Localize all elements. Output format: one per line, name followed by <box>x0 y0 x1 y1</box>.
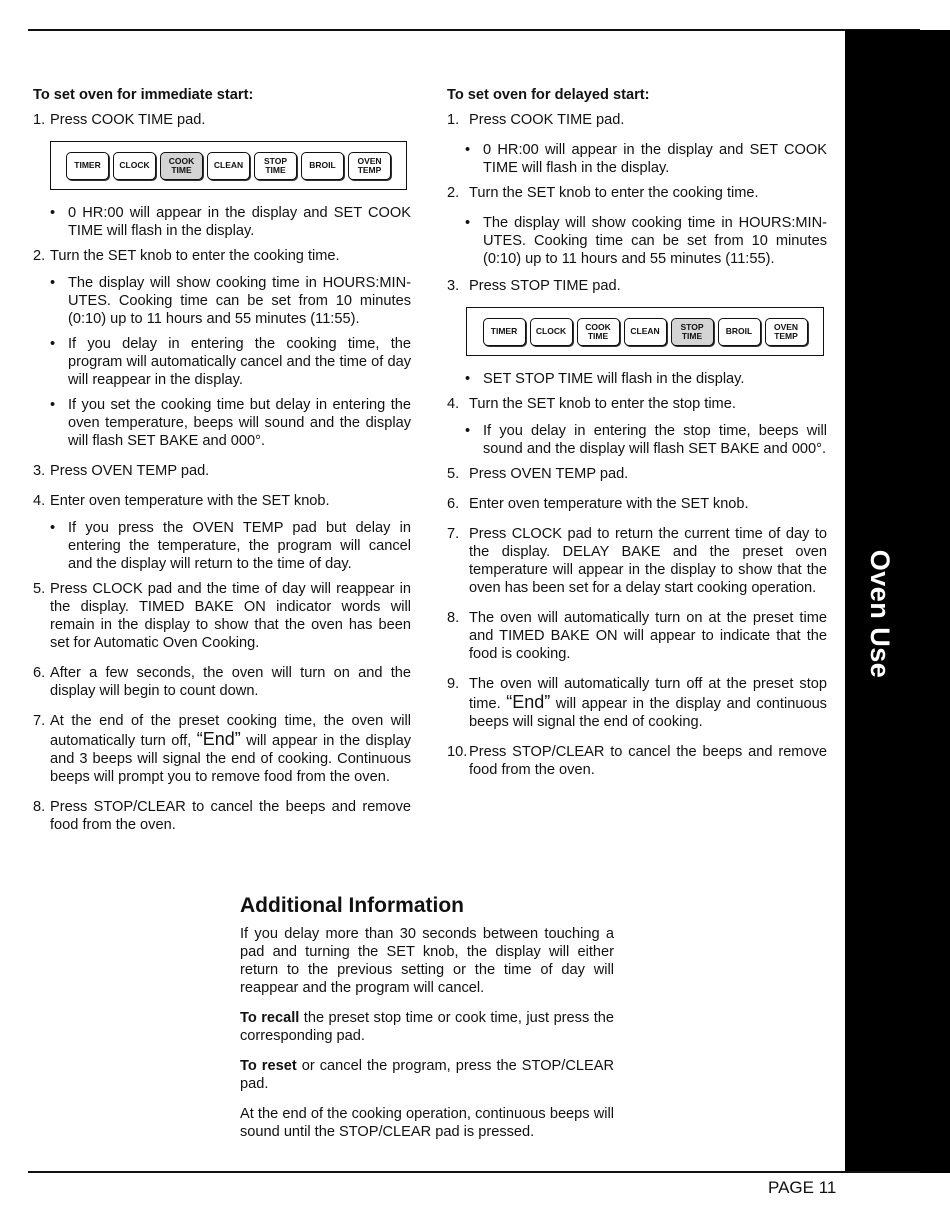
step-7: 7. Press CLOCK pad to return the current time of day to the display. DELAY BAKE and the preset oven temperature will appear in the display to show that the oven has been set for a delay start cooking operation. <box>447 526 827 596</box>
cook-time-pad: COOK TIME <box>160 152 203 180</box>
end-display-text: “End” <box>506 692 551 712</box>
oven-temp-pad: OVEN TEMP <box>348 152 391 180</box>
step-4: 4. Turn the SET knob to enter the stop time. <box>447 396 736 412</box>
top-rule <box>28 29 920 31</box>
step-1: 1. Press COOK TIME pad. <box>447 112 625 128</box>
bullet-item: • SET STOP TIME will flash in the display. <box>465 371 745 387</box>
additional-paragraph: If you delay more than 30 seconds between touching a pad and turning the SET knob, the display will either return to the previous setting or the time of day will reappear and the program will cancel. <box>240 926 614 996</box>
bullet-item: • The display will show cooking time in HOURS:MIN-UTES. Cooking time can be set from 10 minutes (0:10) up to 11 hours and 55 minutes (11:55). <box>50 275 411 327</box>
step-1 <box>33 111 411 129</box>
oven-temp-pad: OVEN TEMP <box>765 318 808 346</box>
timer-pad: TIMER <box>483 318 526 346</box>
sidebar-tab <box>845 30 950 1173</box>
step-number: 1. <box>33 112 46 128</box>
step-6: 6. After a few seconds, the oven will turn on and the display will begin to count down. <box>33 665 411 699</box>
delayed-start-heading: To set oven for delayed start: <box>447 87 650 103</box>
bullet-item: • 0 HR:00 will appear in the display and SET COOK TIME will flash in the display. <box>50 205 411 239</box>
reset-paragraph: To reset or cancel the program, press the STOP/CLEAR pad. <box>240 1058 614 1092</box>
end-display-text: “End” <box>196 729 241 749</box>
cook-time-pad: COOK TIME <box>577 318 620 346</box>
step-3: 3. Press STOP TIME pad. <box>447 278 621 294</box>
sidebar-label-text: Oven Use <box>865 549 895 679</box>
bullet-item: • If you press the OVEN TEMP pad but delay in entering the temperature, the program will cancel and the display will return to the time of day. <box>50 520 411 572</box>
page-number: PAGE 11 <box>768 1178 837 1197</box>
control-pad-panel <box>50 141 407 190</box>
stop-time-pad: STOP TIME <box>671 318 714 346</box>
step-2: 2. Turn the SET knob to enter the cooking time. <box>447 185 759 201</box>
step-10: 10. Press STOP/CLEAR to cancel the beeps and remove food from the oven. <box>447 744 827 778</box>
additional-information-title: Additional Information <box>240 894 464 917</box>
step-8: 8. Press STOP/CLEAR to cancel the beeps and remove food from the oven. <box>33 799 411 833</box>
timer-pad: TIMER <box>66 152 109 180</box>
step-5: 5. Press CLOCK pad and the time of day will reappear in the display. TIMED BAKE ON indicator words will remain in the display to show that the oven has been set for Automatic Oven Cooking. <box>33 581 411 651</box>
step-7: 7. At the end of the preset cooking time, the oven will automatically turn off, “End” will appear in the display and 3 beeps will signal the end of cooking. Continuous beeps will prompt you to remove food from the oven. <box>33 713 411 785</box>
clean-pad: CLEAN <box>624 318 667 346</box>
step-5: 5. Press OVEN TEMP pad. <box>447 466 629 482</box>
bullet-item: • If you delay in entering the stop time, beeps will sound and the display will flash SET BAKE and 000°. <box>465 423 827 457</box>
bullet-item: • If you delay in entering the cooking time, the program will automatically cancel and the time of day will reappear in the display. <box>50 336 411 388</box>
bottom-rule <box>28 1171 920 1173</box>
step-9: 9. The oven will automatically turn off at the preset stop time. “End” will appear in the display and continuous beeps will signal the end of cooking. <box>447 676 827 730</box>
additional-information-section <box>240 893 614 1153</box>
step-2: 2. Turn the SET knob to enter the cooking time. <box>33 248 340 264</box>
clock-pad: CLOCK <box>530 318 573 346</box>
step-3: 3. Press OVEN TEMP pad. <box>33 463 210 479</box>
immediate-start-section <box>33 86 411 840</box>
broil-pad: BROIL <box>301 152 344 180</box>
bullet-item: • 0 HR:00 will appear in the display and SET COOK TIME will flash in the display. <box>465 142 827 176</box>
immediate-start-heading: To set oven for immediate start: <box>33 87 254 103</box>
broil-pad: BROIL <box>718 318 761 346</box>
step-4: 4. Enter oven temperature with the SET knob. <box>33 493 330 509</box>
step-8: 8. The oven will automatically turn on at the preset time and TIMED BAKE ON will appear to indicate that the food is cooking. <box>447 610 827 662</box>
step-text: Press COOK TIME pad. <box>50 112 206 128</box>
bullet-item: • If you set the cooking time but delay in entering the oven temperature, beeps will sound and the display will flash SET BAKE and 000°. <box>50 397 411 449</box>
bullet-item: • The display will show cooking time in HOURS:MIN-UTES. Cooking time can be set from 10 minutes (0:10) up to 11 hours and 55 minutes (11:55). <box>465 215 827 267</box>
step-6: 6. Enter oven temperature with the SET knob. <box>447 496 749 512</box>
clean-pad: CLEAN <box>207 152 250 180</box>
stop-time-pad: STOP TIME <box>254 152 297 180</box>
additional-paragraph: At the end of the cooking operation, continuous beeps will sound until the STOP/CLEAR pad is pressed. <box>240 1106 614 1140</box>
delayed-start-section <box>447 86 827 785</box>
control-pad-panel <box>466 307 824 356</box>
recall-paragraph: To recall the preset stop time or cook time, just press the corresponding pad. <box>240 1010 614 1044</box>
clock-pad: CLOCK <box>113 152 156 180</box>
